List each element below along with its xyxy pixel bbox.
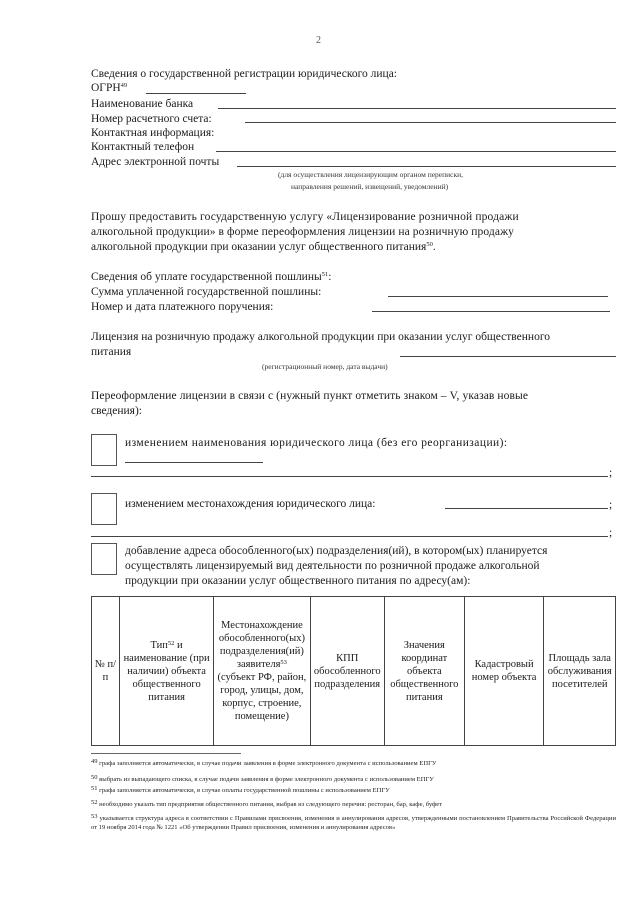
col-kpp: КПП обособленного подразделения: [310, 597, 384, 746]
location-change-semicolon-2: ;: [609, 527, 613, 539]
phone-field[interactable]: [216, 151, 616, 152]
col-number: № п/п: [92, 597, 120, 746]
col-cadastral: Кадастровый номер объекта: [464, 597, 544, 746]
footnote-49: $^{49}$ графа заполняется автоматически, в случае подачи заявления в форме электронного документа с использованием ЕПГУ: [91, 758, 437, 767]
footnote-53: $^{53}$ указывается структура адреса в соответствии с Правилами присвоения, изменения и аннулирования адресов, утвержденными постановлением Правительства Российской Федерации от 19 ноября 2014 года № 1221 «Об утверждении Правил присвоения, изменения и аннулирования адресов»: [91, 813, 617, 831]
request-line-3: алкогольной продукции при оказании услуг общественного питания$^{50}$.: [91, 241, 436, 253]
footnote-50: $^{50}$ выбрать из выпадающего списка, в случае подачи заявления в форме электронного документа с использованием ЕПГУ: [91, 774, 434, 783]
location-change-label: изменением местонахождения юридического лица:: [125, 498, 376, 510]
request-line-1: Прошу предоставить государственную услугу «Лицензирование розничной продажи: [91, 211, 519, 223]
location-change-semicolon-1: ;: [609, 499, 613, 511]
payment-sum-label: Сумма уплаченной государственной пошлины:: [91, 286, 322, 298]
table-header-row: [92, 597, 616, 746]
add-address-line-3: продукции при оказании услуг общественного питания по адресу(ам):: [125, 575, 471, 587]
email-field[interactable]: [237, 166, 616, 167]
footnote-52: $^{52}$ необходимо указать тип предприятия общественного питания, выбрав из следующего перечня: ресторан, бар, кафе, буфет: [91, 799, 443, 808]
request-footnote-ref: 50: [426, 241, 433, 248]
payment-sum-field[interactable]: [388, 296, 608, 297]
addresses-table: [91, 596, 616, 746]
payment-doc-field[interactable]: [372, 311, 610, 312]
registration-heading: Сведения о государственной регистрации юридического лица:: [91, 68, 397, 80]
ogrn-footnote-ref: 49: [120, 82, 128, 89]
email-note-2: направления решений, извещений, уведомлений): [291, 182, 449, 191]
location-change-field-2[interactable]: [91, 536, 608, 537]
contact-label: Контактная информация:: [91, 127, 215, 139]
account-label: Номер расчетного счета:: [91, 113, 212, 125]
payment-doc-label: Номер и дата платежного поручения:: [91, 301, 274, 313]
bank-field[interactable]: [218, 108, 616, 109]
name-change-field-1[interactable]: [125, 462, 263, 463]
ogrn-field[interactable]: [146, 93, 246, 94]
license-note: (регистрационный номер, дата выдачи): [262, 362, 388, 371]
payment-heading-text: Сведения об уплате государственной пошлины: [91, 271, 322, 283]
license-field[interactable]: [400, 356, 616, 357]
payment-footnote-ref: 51: [321, 271, 329, 278]
add-address-checkbox[interactable]: [91, 543, 117, 575]
location-change-checkbox[interactable]: [91, 493, 117, 525]
col-coordinates: Значения координат объекта общественного питания: [384, 597, 464, 746]
name-change-semicolon: ;: [609, 467, 613, 479]
reissue-line-1: Переоформление лицензии в связи с (нужный пункт отметить знаком – V, указав новые: [91, 390, 529, 402]
footnote-separator: [91, 753, 241, 754]
ogrn-label: [91, 81, 127, 95]
page-number: 2: [316, 35, 321, 46]
col-type: Тип$^{52}$ и наименование (при наличии) объекта общественного питания: [119, 597, 213, 746]
col-location: Местонахождение обособленного(ых) подразделения(ий) заявителя$^{53}$ (субъект РФ, район, город, улицы, дом, корпус, строение, помещение): [214, 597, 310, 746]
ogrn-text: ОГРН: [91, 82, 121, 94]
reissue-line-2: сведения):: [91, 405, 142, 417]
license-line-2: питания: [91, 346, 132, 358]
payment-heading: Сведения об уплате государственной пошлины$^{51}$:: [91, 271, 332, 283]
email-note-1: (для осуществления лицензирующим органом переписки,: [278, 170, 464, 179]
col-area: Площадь зала обслуживания посетителей: [544, 597, 616, 746]
name-change-field-2[interactable]: [91, 476, 608, 477]
footnote-51: $^{51}$ графа заполняется автоматически, в случае оплаты государственной пошлины с использованием ЕПГУ: [91, 785, 390, 794]
request-line-3-text: алкогольной продукции при оказании услуг общественного питания: [91, 241, 427, 253]
license-line-1: Лицензия на розничную продажу алкогольной продукции при оказании услуг общественного: [91, 331, 551, 343]
add-address-line-2: осуществлять лицензируемый вид деятельности по розничной продаже алкогольной: [125, 560, 540, 572]
bank-label: Наименование банка: [91, 98, 194, 110]
account-field[interactable]: [245, 122, 616, 123]
phone-label: Контактный телефон: [91, 141, 195, 153]
name-change-checkbox[interactable]: [91, 434, 117, 466]
location-change-field-1[interactable]: [445, 508, 608, 509]
email-label: Адрес электронной почты: [91, 156, 220, 168]
name-change-label: изменением наименования юридического лица (без его реорганизации):: [125, 437, 508, 449]
request-line-2: алкогольной продукции» в форме переоформления лицензии на розничную продажу: [91, 226, 514, 238]
add-address-line-1: добавление адреса обособленного(ых) подразделения(ий), в котором(ых) планируется: [125, 545, 548, 557]
